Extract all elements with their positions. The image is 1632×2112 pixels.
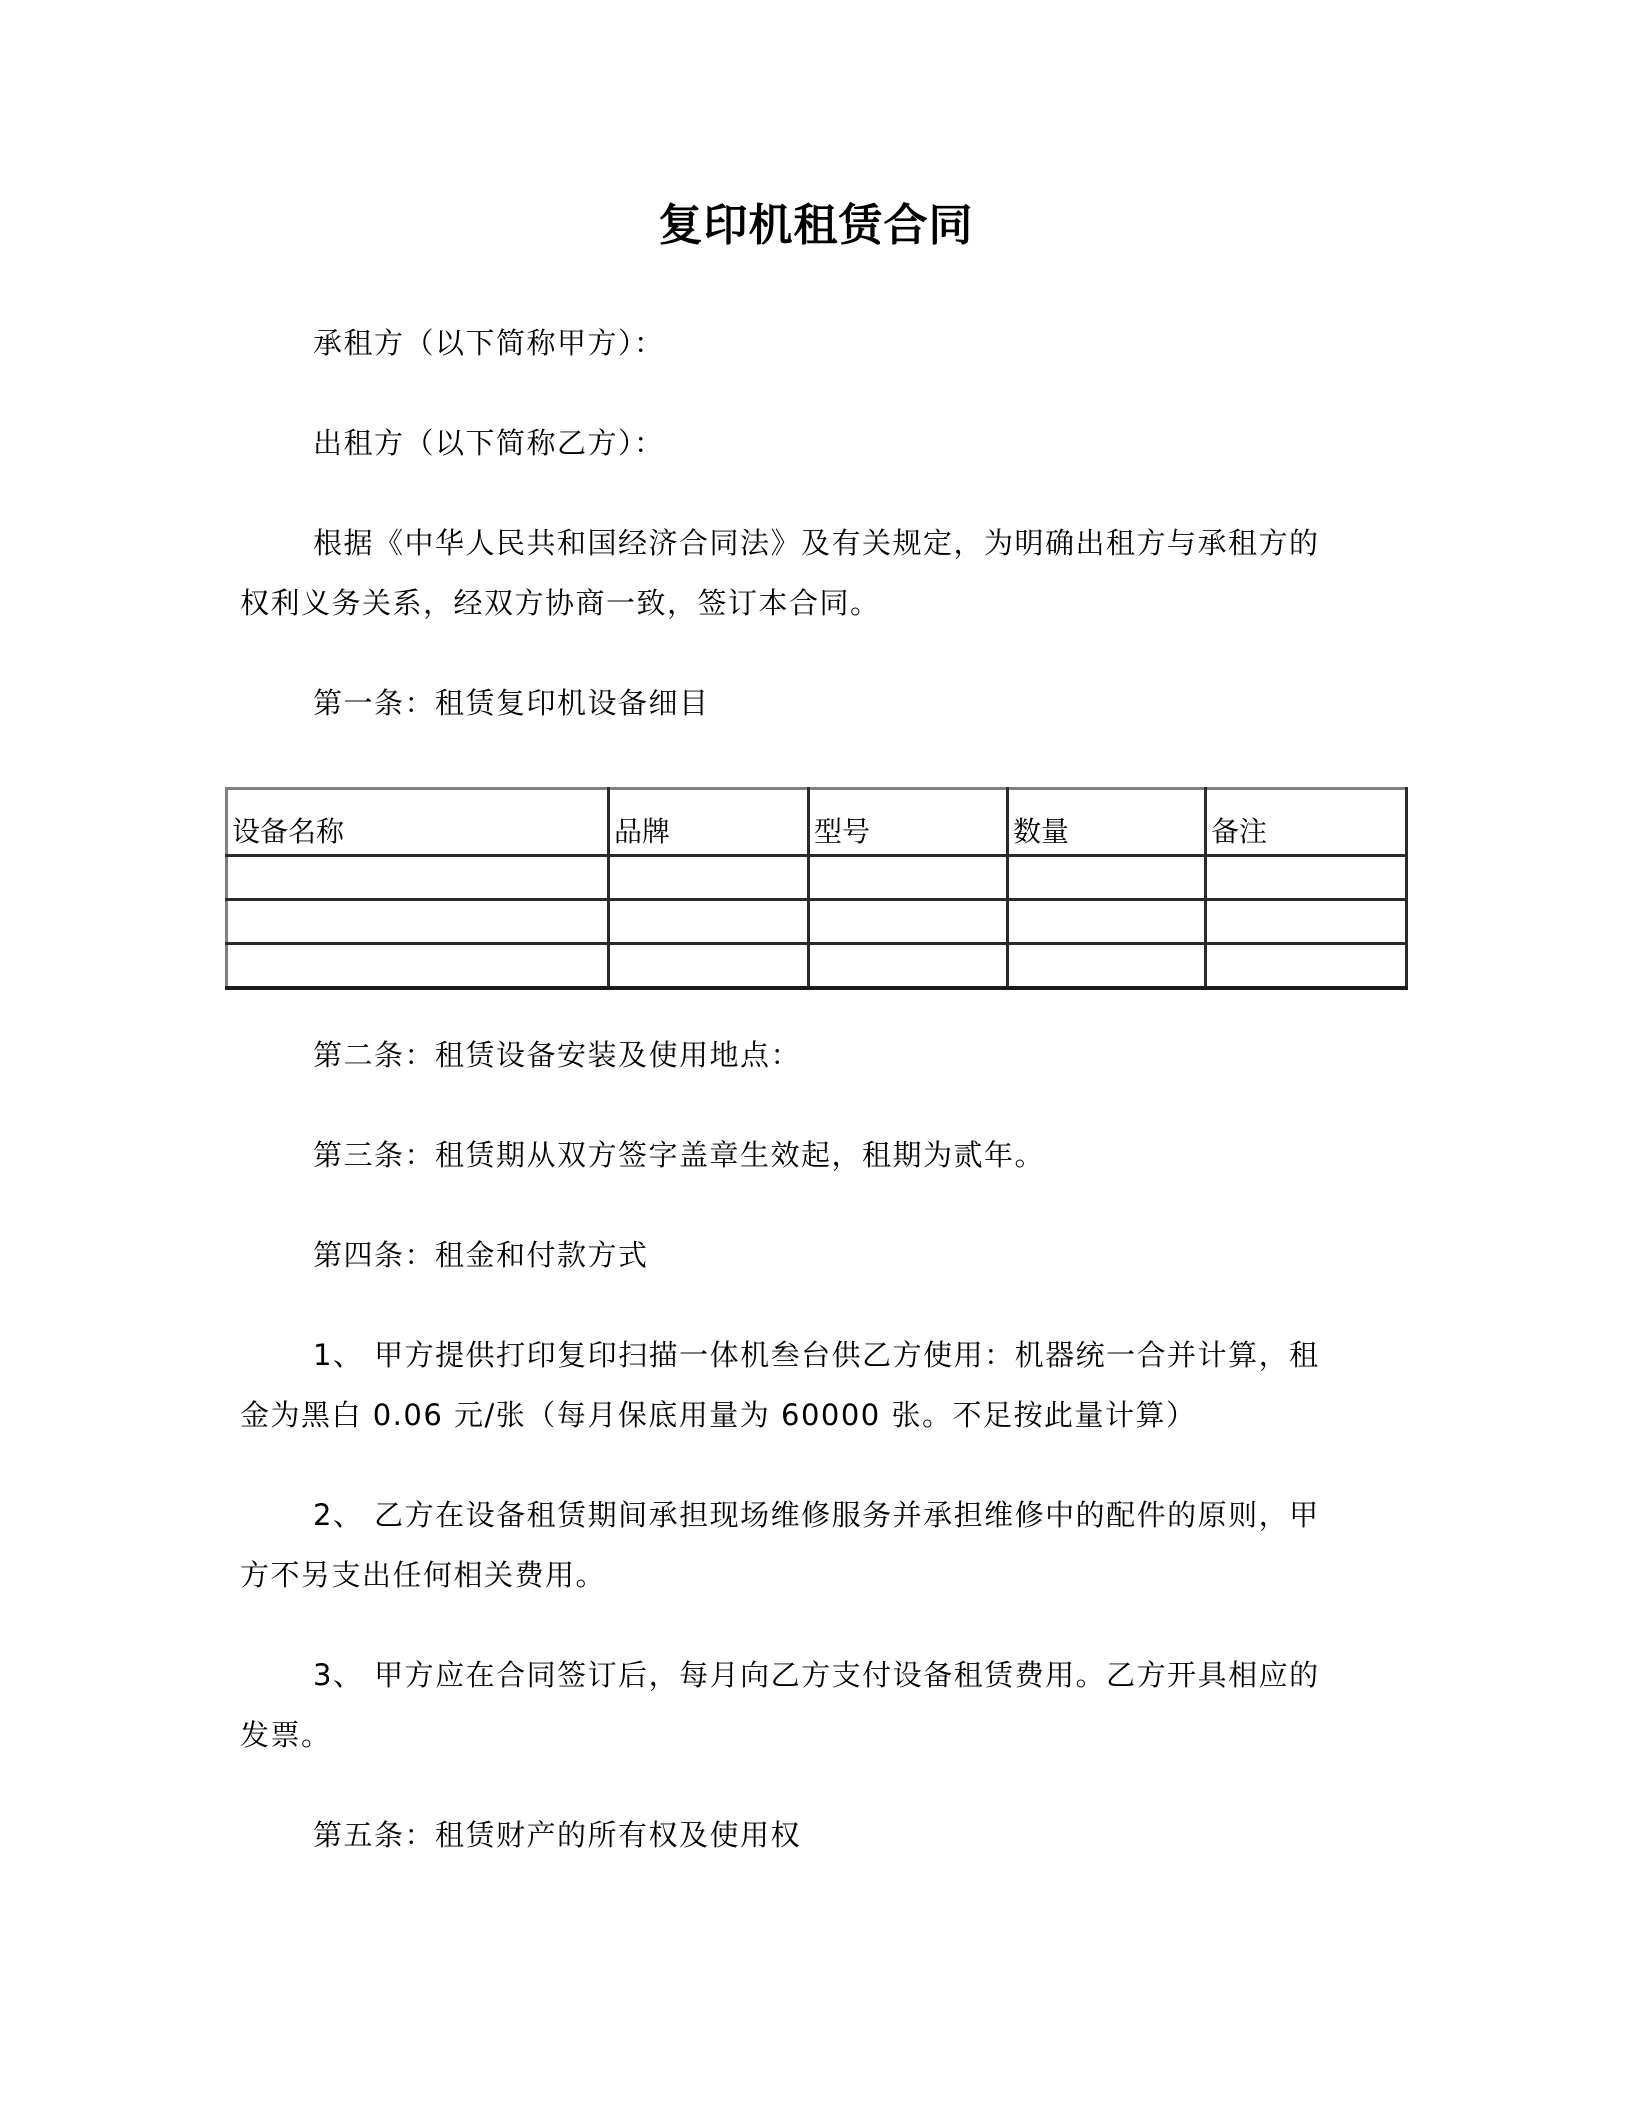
table-cell[interactable] <box>1206 856 1407 900</box>
table-cell[interactable] <box>227 856 609 900</box>
table-cell[interactable] <box>609 944 809 989</box>
clause-3-line-2: 发票。 <box>240 1718 332 1752</box>
lessor-line: 出租方（以下简称乙方）： <box>313 426 665 460</box>
header-remarks: 备注 <box>1206 789 1407 856</box>
table-header-row <box>227 789 1407 856</box>
table-cell[interactable] <box>1008 944 1206 989</box>
article-4-heading: 第四条：租金和付款方式 <box>313 1238 649 1272</box>
table-cell[interactable] <box>809 900 1008 944</box>
table-cell[interactable] <box>609 856 809 900</box>
clause-2-line-1: 2、 乙方在设备租赁期间承担现场维修服务并承担维修中的配件的原则，甲 <box>313 1498 1320 1532</box>
table-cell[interactable] <box>809 944 1008 989</box>
header-equipment-name: 设备名称 <box>227 789 609 856</box>
equipment-table <box>225 787 1408 990</box>
table-row <box>227 944 1407 989</box>
table-cell[interactable] <box>1008 856 1206 900</box>
article-2-heading: 第二条：租赁设备安装及使用地点： <box>313 1038 802 1072</box>
document-title: 复印机租赁合同 <box>658 200 974 251</box>
table-cell[interactable] <box>809 856 1008 900</box>
preamble-line-2: 权利义务关系，经双方协商一致，签订本合同。 <box>240 586 881 620</box>
preamble-line-1: 根据《中华人民共和国经济合同法》及有关规定，为明确出租方与承租方的 <box>313 526 1320 560</box>
table-cell[interactable] <box>227 944 609 989</box>
clause-1-line-2: 金为黑白 0.06 元/张（每月保底用量为 60000 张。不足按此量计算） <box>240 1398 1197 1432</box>
header-quantity: 数量 <box>1008 789 1206 856</box>
header-model: 型号 <box>809 789 1008 856</box>
clause-1-line-1: 1、 甲方提供打印复印扫描一体机叁台供乙方使用：机器统一合并计算，租 <box>313 1338 1320 1372</box>
clause-3-line-1: 3、 甲方应在合同签订后，每月向乙方支付设备租赁费用。乙方开具相应的 <box>313 1658 1320 1692</box>
table-cell[interactable] <box>1008 900 1206 944</box>
table-cell[interactable] <box>1206 900 1407 944</box>
clause-2-line-2: 方不另支出任何相关费用。 <box>240 1558 607 1592</box>
article-1-heading: 第一条：租赁复印机设备细目 <box>313 686 710 720</box>
table-cell[interactable] <box>1206 944 1407 989</box>
lessee-line: 承租方（以下简称甲方）： <box>313 326 665 360</box>
table-cell[interactable] <box>609 900 809 944</box>
table-cell[interactable] <box>227 900 609 944</box>
table-row <box>227 856 1407 900</box>
table-row <box>227 900 1407 944</box>
article-3-heading: 第三条：租赁期从双方签字盖章生效起，租期为贰年。 <box>313 1138 1046 1172</box>
article-5-heading: 第五条：租赁财产的所有权及使用权 <box>313 1818 802 1852</box>
header-brand: 品牌 <box>609 789 809 856</box>
